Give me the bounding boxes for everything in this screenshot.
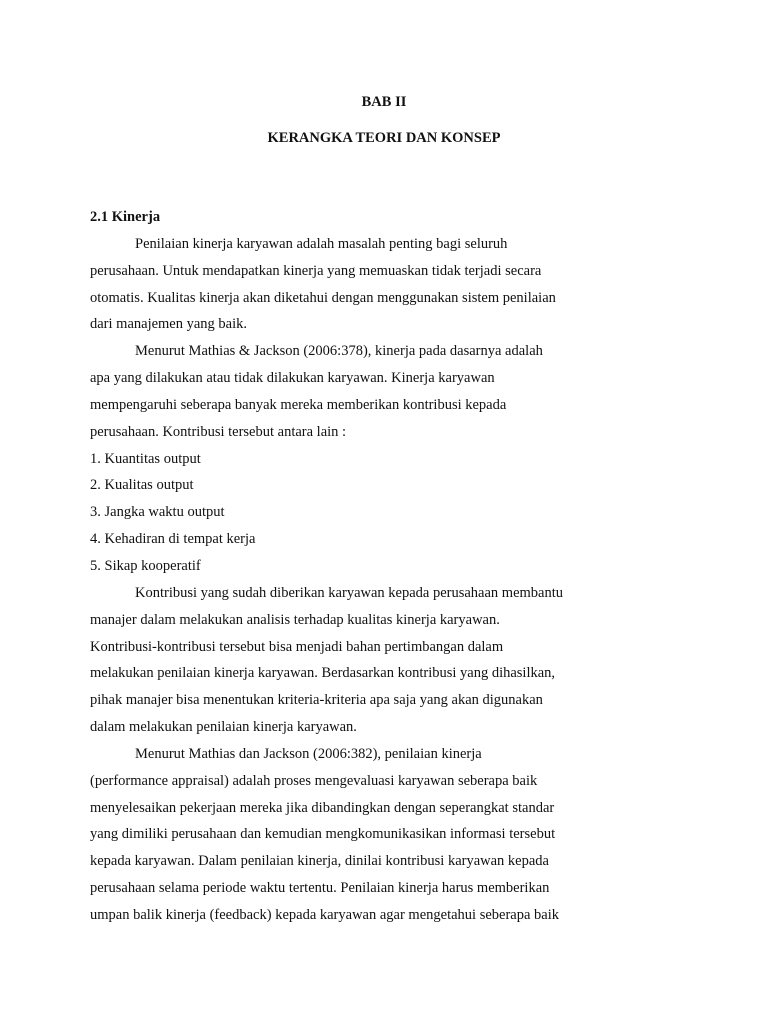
paragraph-line: (performance appraisal) adalah proses mengevaluasi karyawan seberapa baik	[90, 772, 538, 789]
list-item: 1. Kuantitas output	[90, 450, 201, 467]
paragraph-line: dari manajemen yang baik.	[90, 316, 248, 333]
paragraph-line: dalam melakukan penilaian kinerja karyawan.	[90, 719, 357, 736]
body-text	[90, 204, 590, 929]
list-item: 5. Sikap kooperatif	[90, 557, 201, 574]
chapter-title: KERANGKA TEORI DAN KONSEP	[267, 130, 501, 146]
paragraph-line: melakukan penilaian kinerja karyawan. Berdasarkan kontribusi yang dihasilkan,	[90, 665, 556, 682]
paragraph-line: manajer dalam melakukan analisis terhadap kualitas kinerja karyawan.	[90, 611, 500, 628]
paragraph-line: menyelesaikan pekerjaan mereka jika dibandingkan dengan seperangkat standar	[90, 799, 555, 816]
paragraph-line: Penilaian kinerja karyawan adalah masalah penting bagi seluruh	[135, 235, 508, 252]
paragraph-line: perusahaan. Kontribusi tersebut antara lain :	[90, 423, 347, 440]
paragraph-line: umpan balik kinerja (feedback) kepada karyawan agar mengetahui seberapa baik	[90, 906, 560, 923]
section-heading: 2.1 Kinerja	[90, 209, 161, 225]
paragraph-line: Kontribusi yang sudah diberikan karyawan kepada perusahaan membantu	[135, 584, 564, 601]
chapter-label: BAB II	[361, 94, 407, 110]
list-item: 2. Kualitas output	[90, 477, 194, 494]
paragraph-line: Kontribusi-kontribusi tersebut bisa menjadi bahan pertimbangan dalam	[90, 638, 504, 655]
paragraph-line: Menurut Mathias & Jackson (2006:378), kinerja pada dasarnya adalah	[135, 343, 543, 360]
paragraph-line: apa yang dilakukan atau tidak dilakukan karyawan. Kinerja karyawan	[90, 370, 495, 387]
paragraph-line: pihak manajer bisa menentukan kriteria-kriteria apa saja yang akan digunakan	[90, 692, 543, 709]
paragraph-line: otomatis. Kualitas kinerja akan diketahui dengan menggunakan sistem penilaian	[90, 289, 556, 306]
paragraph-line: perusahaan selama periode waktu tertentu. Penilaian kinerja harus memberikan	[90, 880, 550, 897]
paragraph-line: perusahaan. Untuk mendapatkan kinerja yang memuaskan tidak terjadi secara	[90, 262, 542, 279]
paragraph-line: mempengaruhi seberapa banyak mereka memberikan kontribusi kepada	[90, 396, 507, 413]
list-item: 3. Jangka waktu output	[90, 504, 225, 521]
list-item: 4. Kehadiran di tempat kerja	[90, 531, 256, 548]
paragraph-line: Menurut Mathias dan Jackson (2006:382), penilaian kinerja	[135, 745, 482, 762]
paragraph-line: kepada karyawan. Dalam penilaian kinerja, dinilai kontribusi karyawan kepada	[90, 853, 549, 870]
paragraph-line: yang dimiliki perusahaan dan kemudian mengkomunikasikan informasi tersebut	[90, 826, 556, 843]
